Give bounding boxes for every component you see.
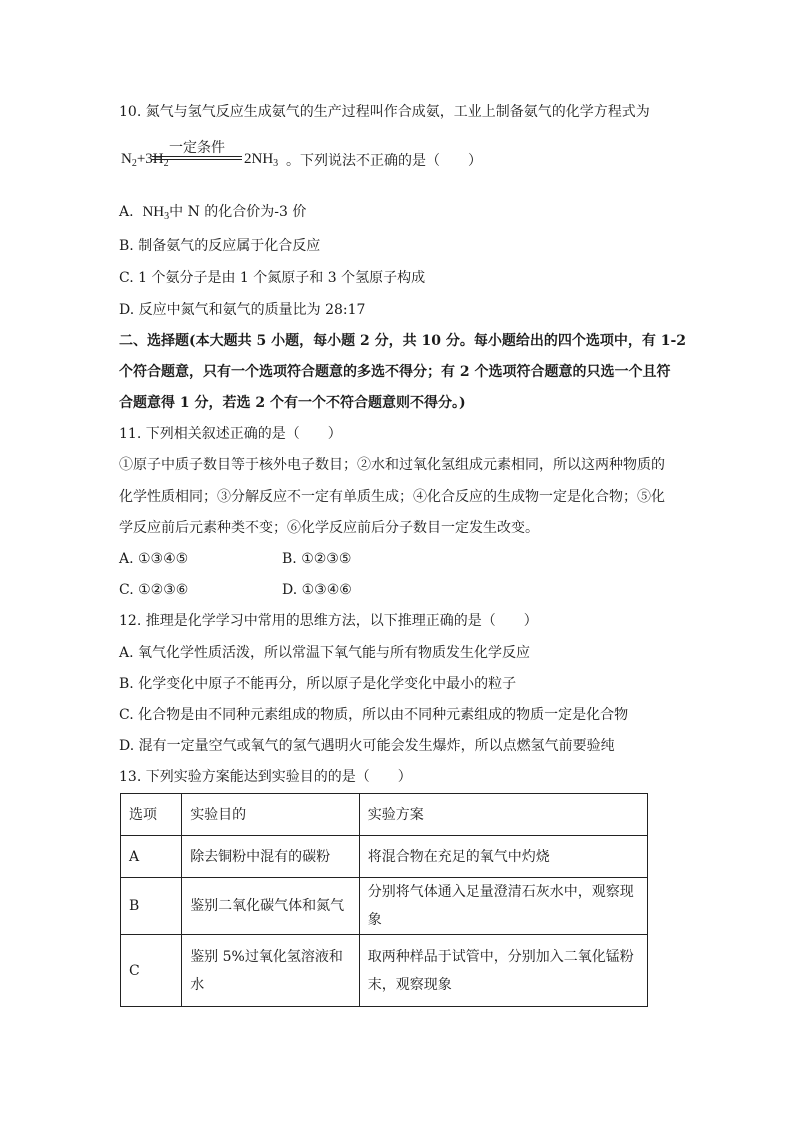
- table-cell-goal: 鉴别二氧化碳气体和氮气: [182, 878, 360, 935]
- q10-option-c: C. 1 个氨分子是由 1 个氮原子和 3 个氢原子构成: [119, 270, 426, 286]
- q11-options-row2: [119, 580, 188, 600]
- table-header-plan: 实验方案: [359, 794, 647, 836]
- table-cell-plan: 分别将气体通入足量澄清石灰水中，观察现象: [359, 878, 647, 935]
- q11-body-line3: 学反应前后元素种类不变；⑥化学反应前后分子数目一定发生改变。: [119, 520, 539, 536]
- nh3-formula: $NH_3$: [142, 204, 170, 222]
- table-cell-plan: 将混合物在充足的氧气中灼烧: [359, 836, 647, 878]
- section2-instructions-line1: 二、选择题(本大题共 5 小题，每小题 2 分，共 10 分。每小题给出的四个选项中，有 1-2: [119, 333, 686, 349]
- q11-body-line2: 化学性质相同；③分解反应不一定有单质生成；④化合反应的生成物一定是化合物；⑤化: [119, 489, 665, 505]
- q11-option-b: B. ①②③⑤: [282, 551, 352, 567]
- q12-stem: 12. 推理是化学学习中常用的思维方法，以下推理正确的是（ ）: [119, 613, 538, 629]
- q12-option-a: A. 氧气化学性质活泼，所以常温下氧气能与所有物质发生化学反应: [119, 645, 531, 661]
- table-cell-goal: 除去铜粉中混有的碳粉: [182, 836, 360, 878]
- table-cell-plan: 取两种样品于试管中，分别加入二氧化锰粉末，观察现象: [359, 935, 647, 1007]
- section2-instructions-line2: 个符合题意，只有一个选项符合题意的多选不得分；有 2 个选项符合题意的只选一个且符: [119, 364, 671, 380]
- equation-product: $2NH_3$: [244, 151, 279, 169]
- q10-stem: 10. 氮气与氢气反应生成氨气的生产过程叫作合成氨，工业上制备氨气的化学方程式为: [119, 104, 650, 120]
- q12-option-b: B. 化学变化中原子不能再分，所以原子是化学变化中最小的粒子: [119, 676, 517, 692]
- table-row: [121, 878, 648, 935]
- q11-body-line1: ①原子中质子数目等于核外电子数目；②水和过氧化氢组成元素相同，所以这两种物质的: [119, 457, 665, 473]
- table-cell-option: A: [121, 836, 182, 878]
- reaction-condition: 一定条件: [169, 140, 225, 156]
- table-header-option: 选项: [121, 794, 182, 836]
- q10-stem-tail: 。下列说法不正确的是（ ）: [286, 153, 482, 169]
- q11-option-d: D. ①③④⑥: [282, 582, 352, 598]
- q12-option-d: D. 混有一定量空气或氧气的氢气遇明火可能会发生爆炸，所以点燃氢气前要验纯: [119, 738, 615, 754]
- q10-option-d: D. 反应中氮气和氨气的质量比为 28:17: [119, 302, 366, 318]
- table-cell-option: B: [121, 878, 182, 935]
- table-row: [121, 935, 648, 1007]
- q10-option-b: B. 制备氨气的反应属于化合反应: [119, 238, 321, 254]
- q13-stem: 13. 下列实验方案能达到实验目的的是（ ）: [119, 769, 412, 785]
- table-cell-goal: 鉴别 5%过氧化氢溶液和水: [182, 935, 360, 1007]
- table-row: [121, 836, 648, 878]
- table-header-row: [121, 794, 648, 836]
- q12-option-c: C. 化合物是由不同种元素组成的物质，所以由不同种元素组成的物质一定是化合物: [119, 707, 629, 723]
- q11-option-a: A. ①③④⑤: [119, 551, 189, 567]
- q11-stem: 11. 下列相关叙述正确的是（ ）: [119, 426, 342, 442]
- equation-reactants: $N_2+3H_2$: [121, 151, 169, 169]
- q10-option-a: A. $NH_3$中 N 的化合价为-3 价: [119, 204, 307, 222]
- table-cell-option: C: [121, 935, 182, 1007]
- q11-options-row1: [119, 549, 188, 569]
- q11-option-c: C. ①②③⑥: [119, 582, 189, 598]
- section2-instructions-line3: 合题意得 1 分，若选 2 个有一个不符合题意则不得分。): [119, 395, 466, 411]
- table-header-goal: 实验目的: [182, 794, 360, 836]
- q13-table: [120, 793, 648, 1007]
